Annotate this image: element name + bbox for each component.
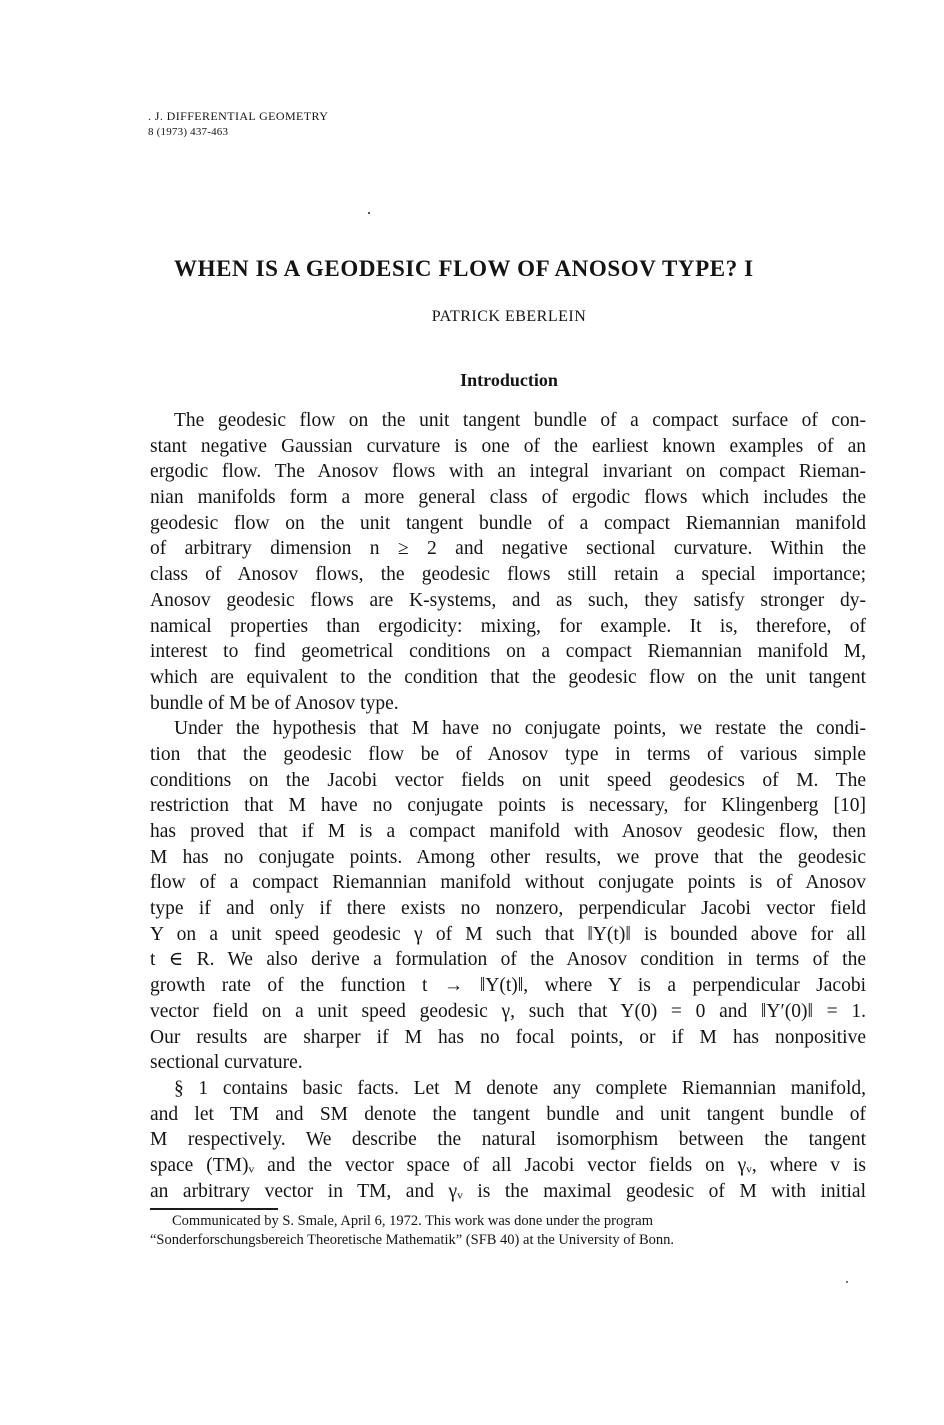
body-text: [150, 408, 866, 1204]
text-line: Anosov geodesic flows are K-systems, and as such, they satisfy stronger dy-: [150, 589, 866, 611]
text-line: restriction that M have no conjugate points is necessary, for Klingenberg [10]: [150, 795, 866, 817]
text-line: conditions on the Jacobi vector fields on unit speed geodesics of M. The: [150, 769, 866, 791]
text-line: and let TM and SM denote the tangent bundle and unit tangent bundle of: [150, 1103, 866, 1125]
text-line: of arbitrary dimension n ≥ 2 and negative sectional curvature. Within the: [150, 538, 866, 560]
text-line: class of Anosov flows, the geodesic flows still retain a special importance;: [150, 564, 866, 586]
text-line: Under the hypothesis that M have no conjugate points, we restate the condi-: [174, 718, 866, 740]
text-line: namical properties than ergodicity: mixing, for example. It is, therefore, of: [150, 615, 866, 637]
text-line: flow of a compact Riemannian manifold without conjugate points is of Anosov: [150, 872, 866, 894]
section-heading: Introduction: [460, 370, 558, 390]
text-line: geodesic flow on the unit tangent bundle of a compact Riemannian manifold: [150, 512, 866, 534]
text-line: M respectively. We describe the natural isomorphism between the tangent: [150, 1129, 866, 1151]
paper-title: WHEN IS A GEODESIC FLOW OF ANOSOV TYPE? I: [174, 256, 754, 281]
text-line: growth rate of the function t → ‖Y(t)‖, where Y is a perpendicular Jacobi: [150, 975, 866, 997]
text-line: tion that the geodesic flow be of Anosov type in terms of various simple: [150, 743, 866, 765]
journal-header: [148, 108, 328, 140]
footnote-line: “Sonderforschungsbereich Theoretische Mathematik” (SFB 40) at the University of Bonn.: [150, 1232, 675, 1248]
scan-speck: [368, 212, 370, 214]
text-line: space (TM)ᵥ and the vector space of all Jacobi vector fields on γᵥ, where v is: [150, 1154, 866, 1176]
text-line: vector field on a unit speed geodesic γ, such that Y(0) = 0 and ‖Y′(0)‖ = 1.: [150, 1000, 866, 1022]
paper-author: PATRICK EBERLEIN: [431, 308, 587, 325]
footnote-line: Communicated by S. Smale, April 6, 1972. This work was done under the program: [172, 1213, 653, 1229]
scan-speck: [846, 1281, 848, 1283]
journal-volume: 8 (1973) 437-463: [148, 126, 229, 138]
text-line: § 1 contains basic facts. Let M denote any complete Riemannian manifold,: [174, 1077, 866, 1099]
text-line: The geodesic flow on the unit tangent bundle of a compact surface of con-: [174, 410, 866, 431]
text-line: which are equivalent to the condition that the geodesic flow on the unit tangent: [150, 666, 866, 688]
text-line: an arbitrary vector in TM, and γᵥ is the maximal geodesic of M with initial: [150, 1180, 866, 1202]
text-line: t ∈ R. We also derive a formulation of the Anosov condition in terms of the: [150, 949, 866, 971]
text-line: bundle of M be of Anosov type.: [150, 692, 399, 714]
text-line: M has no conjugate points. Among other results, we prove that the geodesic: [150, 846, 866, 868]
footnote: [150, 1212, 866, 1250]
text-line: stant negative Gaussian curvature is one of the earliest known examples of an: [150, 435, 866, 457]
text-line: nian manifolds form a more general class of ergodic flows which includes the: [150, 487, 866, 509]
text-line: interest to find geometrical conditions on a compact Riemannian manifold M,: [150, 641, 866, 663]
footnote-rule: [150, 1208, 278, 1210]
text-line: type if and only if there exists no nonzero, perpendicular Jacobi vector field: [150, 898, 866, 920]
journal-name: . J. DIFFERENTIAL GEOMETRY: [148, 109, 329, 123]
text-line: Y on a unit speed geodesic γ of M such that ‖Y(t)‖ is bounded above for all: [150, 923, 866, 945]
text-line: Our results are sharper if M has no focal points, or if M has nonpositive: [150, 1026, 866, 1048]
text-line: ergodic flow. The Anosov flows with an integral invariant on compact Rieman-: [150, 461, 866, 483]
text-line: has proved that if M is a compact manifold with Anosov geodesic flow, then: [150, 821, 866, 842]
text-line: sectional curvature.: [150, 1052, 303, 1074]
